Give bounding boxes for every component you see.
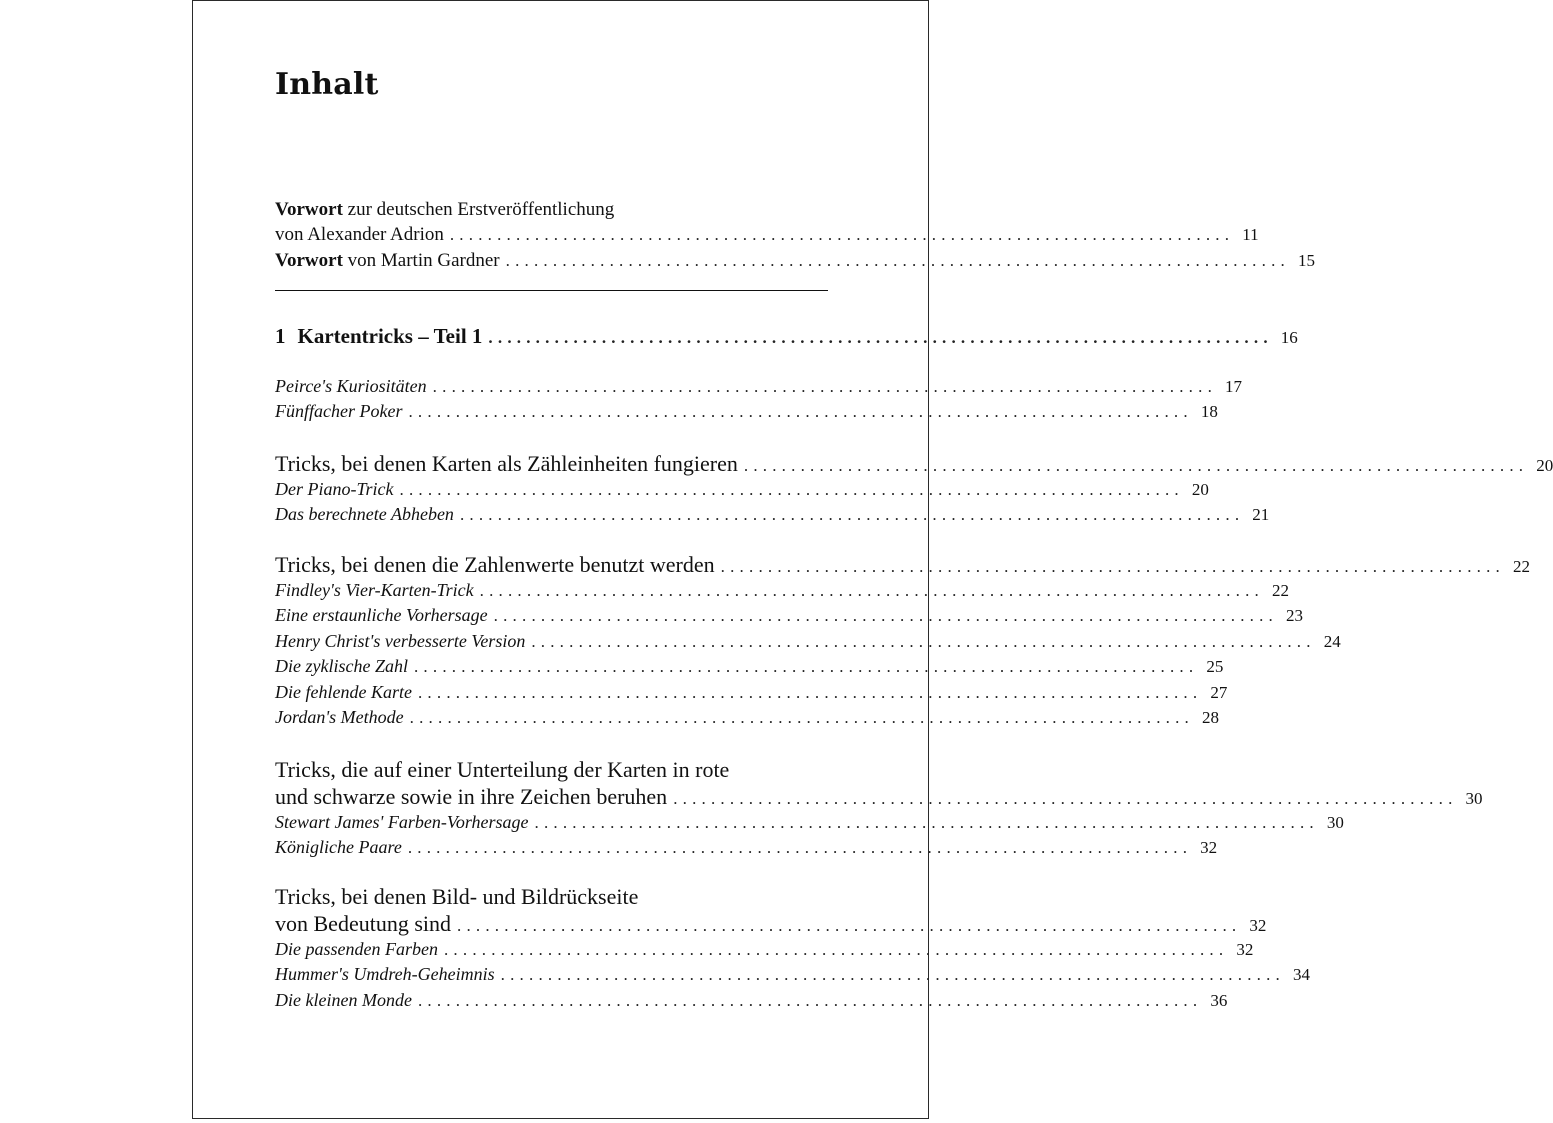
toc-entry[interactable] <box>275 248 1315 273</box>
page-number: 11 <box>1242 225 1259 245</box>
chapter-title: Kartentricks – Teil 1 <box>297 324 483 348</box>
entry-title: von Alexander Adrion <box>275 224 444 246</box>
toc-entry[interactable] <box>275 222 1259 247</box>
toc-entry[interactable] <box>275 477 1209 502</box>
page-number: 22 <box>1513 557 1531 576</box>
toc-entry[interactable] <box>275 810 1344 835</box>
leader-dots: ................................................................................... <box>432 377 1218 396</box>
page-number: 28 <box>1202 707 1220 727</box>
section-title-line: Tricks, bei denen Bild- und Bildrückseite <box>275 884 639 909</box>
page-number: 16 <box>1280 328 1298 347</box>
entry-title: Das berechnete Abheben <box>275 504 454 525</box>
preface-block <box>275 197 1315 273</box>
entry-title: Eine erstaunliche Vorhersage <box>275 605 488 626</box>
preface-line-1 <box>275 197 828 222</box>
divider <box>275 290 828 291</box>
page-number: 24 <box>1323 631 1341 651</box>
page-number: 22 <box>1271 581 1289 600</box>
section-title: Tricks, bei denen Karten als Zähleinheiten fungieren <box>275 451 738 476</box>
entry-title: Die kleinen Monde <box>275 989 412 1010</box>
leader-dots: ................................................................................... <box>399 480 1184 499</box>
leader-dots: ................................................................................... <box>488 328 1273 347</box>
toc-entry[interactable] <box>275 962 1311 987</box>
section-title: von Bedeutung sind <box>275 911 451 936</box>
section-heading[interactable] <box>275 551 1531 578</box>
page-number: 30 <box>1465 789 1483 808</box>
entry-title: Der Piano-Trick <box>275 479 394 499</box>
entry-title: Stewart James' Farben-Vorhersage <box>275 812 529 832</box>
section-heading[interactable] <box>275 783 1483 810</box>
entry-title: Die passenden Farben <box>275 939 438 959</box>
entry-group <box>275 374 1243 425</box>
leader-dots: ................................................................................... <box>417 990 1203 1010</box>
section-heading[interactable] <box>275 910 1267 937</box>
section-heading[interactable] <box>275 450 1553 477</box>
page-number: 21 <box>1252 505 1270 525</box>
page-number: 30 <box>1326 813 1344 832</box>
page-number: 23 <box>1286 606 1303 626</box>
toc-entry[interactable] <box>275 654 1224 679</box>
page-number: 32 <box>1236 940 1254 959</box>
leader-dots: ................................................................................... <box>493 606 1278 626</box>
toc-entry[interactable] <box>275 502 1270 527</box>
page-number: 18 <box>1200 402 1218 422</box>
toc-entry[interactable] <box>275 603 1303 628</box>
page-number: 34 <box>1293 965 1311 985</box>
entry-group <box>275 450 1553 528</box>
leader-dots: ................................................................................... <box>534 813 1319 832</box>
entry-group <box>275 883 1311 1013</box>
leader-dots: ................................................................................... <box>417 682 1203 702</box>
entry-title: Die zyklische Zahl <box>275 656 408 677</box>
toc-entry[interactable] <box>275 937 1254 962</box>
toc-entry[interactable] <box>275 835 1218 860</box>
page-title: Inhalt <box>275 67 379 102</box>
leader-dots: ................................................................................... <box>743 456 1529 475</box>
preface-subtitle: zur deutschen Erstveröffentlichung <box>347 199 615 220</box>
leader-dots: ................................................................................... <box>408 402 1193 422</box>
book-page <box>192 0 1553 1119</box>
entry-title: Fünffacher Poker <box>275 401 403 422</box>
leader-dots: ................................................................................... <box>673 789 1458 808</box>
preface-label: Vorwort <box>275 249 343 271</box>
leader-dots: ................................................................................... <box>443 940 1229 959</box>
preface-author: von Martin Gardner <box>347 249 500 271</box>
leader-dots: ................................................................................... <box>457 916 1242 935</box>
entry-title: Henry Christ's verbesserte Version <box>275 630 526 651</box>
page-number: 32 <box>1200 838 1218 858</box>
leader-dots: ................................................................................... <box>720 557 1506 576</box>
entry-title <box>275 248 500 273</box>
leader-dots: ................................................................................... <box>413 657 1199 677</box>
toc-entry[interactable] <box>275 374 1243 399</box>
entry-title: Findley's Vier-Karten-Trick <box>275 580 474 600</box>
entry-title: Königliche Paare <box>275 837 402 858</box>
toc-entry[interactable] <box>275 399 1218 424</box>
leader-dots: ................................................................................... <box>500 965 1286 985</box>
entry-group <box>275 756 1483 861</box>
leader-dots: ................................................................................... <box>459 505 1245 525</box>
page-number: 36 <box>1210 990 1228 1010</box>
toc-entry[interactable] <box>275 629 1341 654</box>
section-title: Tricks, bei denen die Zahlenwerte benutzt werden <box>275 552 715 577</box>
page-number: 17 <box>1225 377 1243 396</box>
chapter-block <box>275 321 1298 351</box>
toc-entry[interactable] <box>275 988 1228 1013</box>
leader-dots: ................................................................................... <box>407 838 1193 858</box>
leader-dots: ................................................................................... <box>505 250 1290 270</box>
entry-title: Jordan's Methode <box>275 706 404 727</box>
page-number: 25 <box>1206 657 1224 677</box>
toc-entry[interactable] <box>275 705 1220 730</box>
page-number: 20 <box>1191 480 1209 499</box>
page-number: 15 <box>1297 250 1315 270</box>
entry-group <box>275 551 1531 730</box>
toc-entry[interactable] <box>275 680 1228 705</box>
entry-title: Peirce's Kuriositäten <box>275 376 427 396</box>
leader-dots: ................................................................................... <box>479 581 1264 600</box>
page-number: 20 <box>1536 456 1553 475</box>
page-number: 27 <box>1210 682 1228 702</box>
entry-title: Hummer's Umdreh-Geheimnis <box>275 964 495 985</box>
section-title-line: Tricks, die auf einer Unterteilung der Karten in rote <box>275 757 730 782</box>
preface-label: Vorwort <box>275 199 343 220</box>
chapter-heading[interactable] <box>275 321 1298 351</box>
toc-entry[interactable] <box>275 578 1289 603</box>
chapter-number: 1 <box>275 324 286 348</box>
entry-title: Die fehlende Karte <box>275 681 412 702</box>
page-number: 32 <box>1249 916 1267 935</box>
leader-dots: ................................................................................... <box>531 631 1316 651</box>
leader-dots: ................................................................................... <box>449 225 1235 245</box>
section-title: und schwarze sowie in ihre Zeichen beruhen <box>275 784 668 809</box>
leader-dots: ................................................................................... <box>409 707 1195 727</box>
